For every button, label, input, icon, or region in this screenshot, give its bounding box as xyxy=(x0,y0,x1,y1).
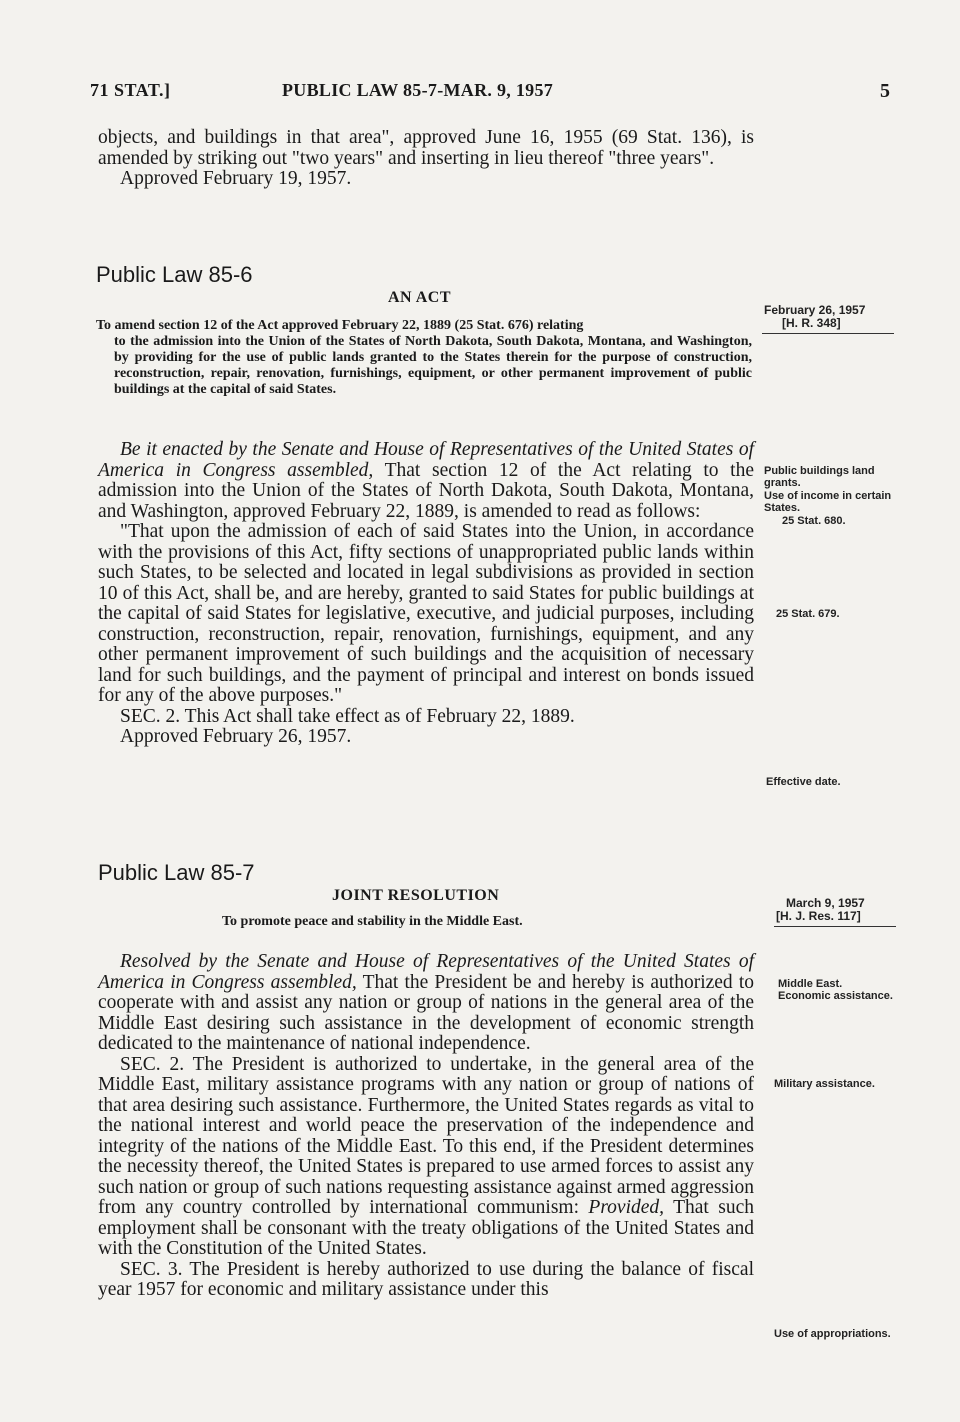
law-85-6-heading: AN ACT xyxy=(388,289,452,306)
sec2-part-a: SEC. 2. The President is authorized to undertake, in the general area of the Middle East, military assistance programs with any nation or group of nations of that area desiring such assistance. Furthermore, the United States regards as vital to the national interest and world peace the preservation of the independence and integrity of the nations of the Middle East. To this end, if the President determines the necessity thereof, the United States is prepared to use armed forces to assist any such nation or group of such nations requesting assistance against armed aggression from any country controlled by international communism: xyxy=(98,1053,754,1218)
resolved-text: That the President be and hereby is authorized to cooperate with and assist any nation or group of nations in the general area of the Middle East desiring such assistance in the development of economic strength dedicated to the maintenance of national independence. xyxy=(98,971,755,1054)
margin-effective-date: Effective date. xyxy=(766,776,841,788)
margin-appropriations: Use of appropriations. xyxy=(774,1328,891,1340)
margin-economic: Economic assistance. xyxy=(778,990,893,1002)
page-number: 5 xyxy=(880,80,890,102)
margin-date-85-7: March 9, 1957 xyxy=(786,896,865,910)
law-85-6-sec2: SEC. 2. This Act shall take effect as of February 22, 1889. xyxy=(120,705,575,727)
margin-middle-east: Middle East. xyxy=(778,978,843,990)
margin-hjres: [H. J. Res. 117] xyxy=(776,909,861,923)
law-85-7-sec2 xyxy=(98,1055,754,1260)
margin-military: Military assistance. xyxy=(774,1078,875,1090)
law-85-7-resolved xyxy=(98,952,754,1055)
law-85-7-sec3: SEC. 3. The President is hereby authorized to use during the balance of fiscal year 1957 for economic and military assistance under this xyxy=(98,1258,754,1300)
margin-rule-85-7 xyxy=(774,926,896,927)
law-85-7-body xyxy=(98,952,754,1301)
sec2-proviso: Provided, xyxy=(588,1197,665,1218)
intro-section xyxy=(98,128,754,190)
margin-rule-85-6 xyxy=(762,333,894,334)
law-85-6-summary-first: To amend section 12 of the Act approved February 22, 1889 (25 Stat. 676) relating xyxy=(96,318,584,333)
margin-public-buildings: Public buildings land grants. xyxy=(764,465,875,489)
law-85-7-heading: JOINT RESOLUTION xyxy=(332,887,500,904)
law-85-6-body xyxy=(98,440,754,748)
law-85-6-summary xyxy=(96,318,752,398)
law-85-6-enacting xyxy=(98,440,754,522)
running-header: PUBLIC LAW 85-7-MAR. 9, 1957 xyxy=(282,80,554,100)
statute-volume: 71 STAT.] xyxy=(90,80,171,100)
intro-approved: Approved February 19, 1957. xyxy=(120,168,352,189)
enacting-clause: Be it enacted by the Senate and House of Representatives of the United States of America in Congress assembled, xyxy=(98,439,754,481)
law-85-6-title: Public Law 85-6 xyxy=(96,262,253,287)
intro-text: objects, and buildings in that area", approved June 16, 1955 (69 Stat. 136), is amended by striking out "two years" and inserting in lieu thereof "three years". xyxy=(98,127,754,169)
law-85-7-title: Public Law 85-7 xyxy=(98,860,255,885)
law-85-7-summary: To promote peace and stability in the Middle East. xyxy=(222,914,523,929)
resolved-clause: Resolved by the Senate and House of Representatives of the United States of America in Congress assembled, xyxy=(98,951,754,993)
margin-hr-85-6: [H. R. 348] xyxy=(782,316,841,330)
margin-date-85-6: February 26, 1957 xyxy=(764,303,866,317)
enacting-text: That section 12 of the Act relating to the admission into the Union of the States of North Dakota, South Dakota, Montana, and Washington, approved February 22, 1889, is amended to read as follows: xyxy=(98,459,755,522)
law-85-6-summary-rest: to the admission into the Union of the States of North Dakota, South Dakota, Montana, and Washington, by providing for the use of public lands granted to the States therein for the purpose of construction, reconstruction, repair, renovation, furnishings, equipment, or other permanent improvement of public buildings at the capital of said States. xyxy=(114,334,752,397)
law-85-6-quote: "That upon the admission of each of said States into the Union, in accordance with the provisions of this Act, fifty sections of unappropriated public lands within such States, to be selected and located in legal subdivisions as provided in section 10 of this Act, shall be, and are hereby, granted to said States for public buildings at the capital of said States for legislative, executive, and judicial purposes, including construction, reconstruction, repair, renovation, furnishings, equipment, and any other permanent improvement of such buildings and the acquisition of necessary land for such buildings, and the payment of principal and interest on bonds issued for any of the above purposes." xyxy=(98,521,754,706)
margin-use-income: Use of income in certain States. xyxy=(764,490,892,514)
margin-stat-679: 25 Stat. 679. xyxy=(776,608,840,620)
sec2-part-b: That such employment shall be consonant with the treaty obligations of the United States and with the Constitution of the United States. xyxy=(98,1197,754,1259)
law-85-6-approved: Approved February 26, 1957. xyxy=(120,726,352,747)
margin-stat-680: 25 Stat. 680. xyxy=(782,515,846,527)
